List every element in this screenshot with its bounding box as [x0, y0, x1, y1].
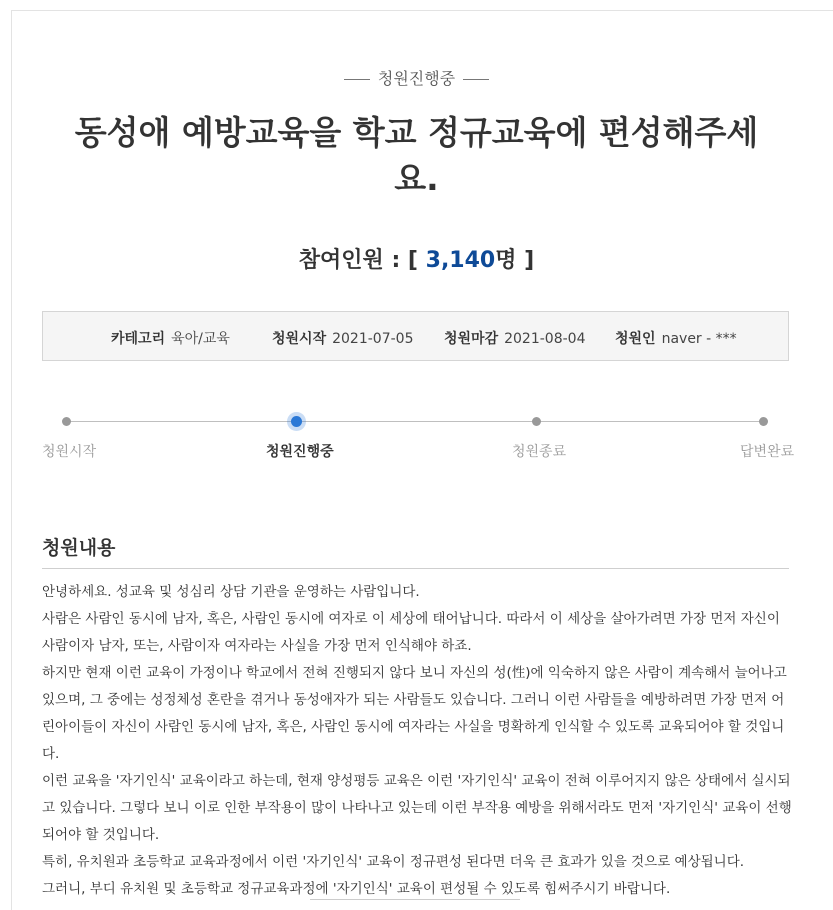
petition-content [42, 579, 792, 903]
content-paragraph: 이런 교육을 '자기인식' 교육이라고 하는데, 현재 양성평등 교육은 이런 '자기인식' 교육이 전혀 이루어지지 않은 상태에서 실시되고 있습니다. 그렇다 보니 이로 인한 부작용이 많이 나타나고 있는데 이런 부작용 예방을 위해서라도 먼저 '자기인식' 교육이 선행되어야 할 것입니다. [42, 773, 792, 843]
content-paragraph: 그러니, 부디 유치원 및 초등학교 정규교육과정에 '자기인식' 교육이 편성될 수 있도록 힘써주시기 바랍니다. [42, 881, 671, 897]
step-label-closed: 청원종료 [512, 444, 567, 460]
status-divider-right [463, 79, 489, 80]
info-start-date [272, 328, 413, 348]
info-category-value: 육아/교육 [171, 331, 230, 347]
petition-info-box [42, 311, 789, 361]
status-label: 청원진행중 [377, 69, 456, 88]
step-label-start: 청원시작 [42, 444, 97, 460]
step-dot-start [62, 417, 71, 426]
participant-number: 3,140 [425, 248, 496, 273]
bottom-element-edge [310, 899, 520, 905]
info-end-value: 2021-08-04 [504, 331, 586, 347]
progress-track [66, 421, 764, 422]
section-divider [42, 568, 789, 569]
step-dot-closed [532, 417, 541, 426]
info-end-label: 청원마감 [444, 331, 499, 347]
step-label-in-progress: 청원진행중 [266, 444, 334, 460]
participant-count [0, 243, 833, 274]
content-paragraph: 사람은 사람인 동시에 남자, 혹은, 사람인 동시에 여자로 이 세상에 태어납니다. 따라서 이 세상을 살아가려면 가장 먼저 자신이 사람이자 남자, 또는, 사람이자 여자라는 사실을 가장 먼저 인식해야 하죠. [42, 611, 780, 654]
status-divider-left [344, 79, 370, 80]
content-paragraph: 안녕하세요. 성교육 및 성심리 상담 기관을 운영하는 사람입니다. [42, 584, 420, 600]
info-end-date [444, 328, 585, 348]
content-paragraph: 특히, 유치원과 초등학교 교육과정에서 이런 '자기인식' 교육이 정규편성 된다면 더욱 큰 효과가 있을 것으로 예상됩니다. [42, 854, 745, 870]
petition-status [0, 66, 833, 89]
info-start-value: 2021-07-05 [332, 331, 414, 347]
content-paragraph: 하지만 현재 이런 교육이 가정이나 학교에서 전혀 진행되지 않다 보니 자신의 성(性)에 익숙하지 않은 사람이 계속해서 늘어나고 있으며, 그 중에는 성정체성 혼란을 겪거나 동성애자가 되는 사람들도 있습니다. 그러니 이런 사람들을 예방하려면 가장 먼저 어린아이들이 자신이 사람인 동시에 남자, 혹은, 사람인 동시에 여자라는 사실을 명확하게 인식할 수 있도록 교육되어야 할 것입니다. [42, 665, 787, 762]
info-author [615, 328, 737, 348]
info-start-label: 청원시작 [272, 331, 327, 347]
step-label-answered: 답변완료 [740, 444, 795, 460]
participant-label: 참여인원 : [ [298, 248, 418, 273]
petition-title: 동성애 예방교육을 학교 정규교육에 편성해주세요. [74, 113, 759, 198]
info-author-label: 청원인 [615, 331, 656, 347]
step-dot-answered [759, 417, 768, 426]
step-dot-in-progress [291, 416, 302, 427]
info-category-label: 카테고리 [111, 331, 166, 347]
content-section-title: 청원내용 [42, 537, 116, 559]
info-author-value: naver - *** [661, 331, 737, 347]
info-category [111, 328, 230, 348]
participant-unit: 명 ] [495, 248, 535, 273]
